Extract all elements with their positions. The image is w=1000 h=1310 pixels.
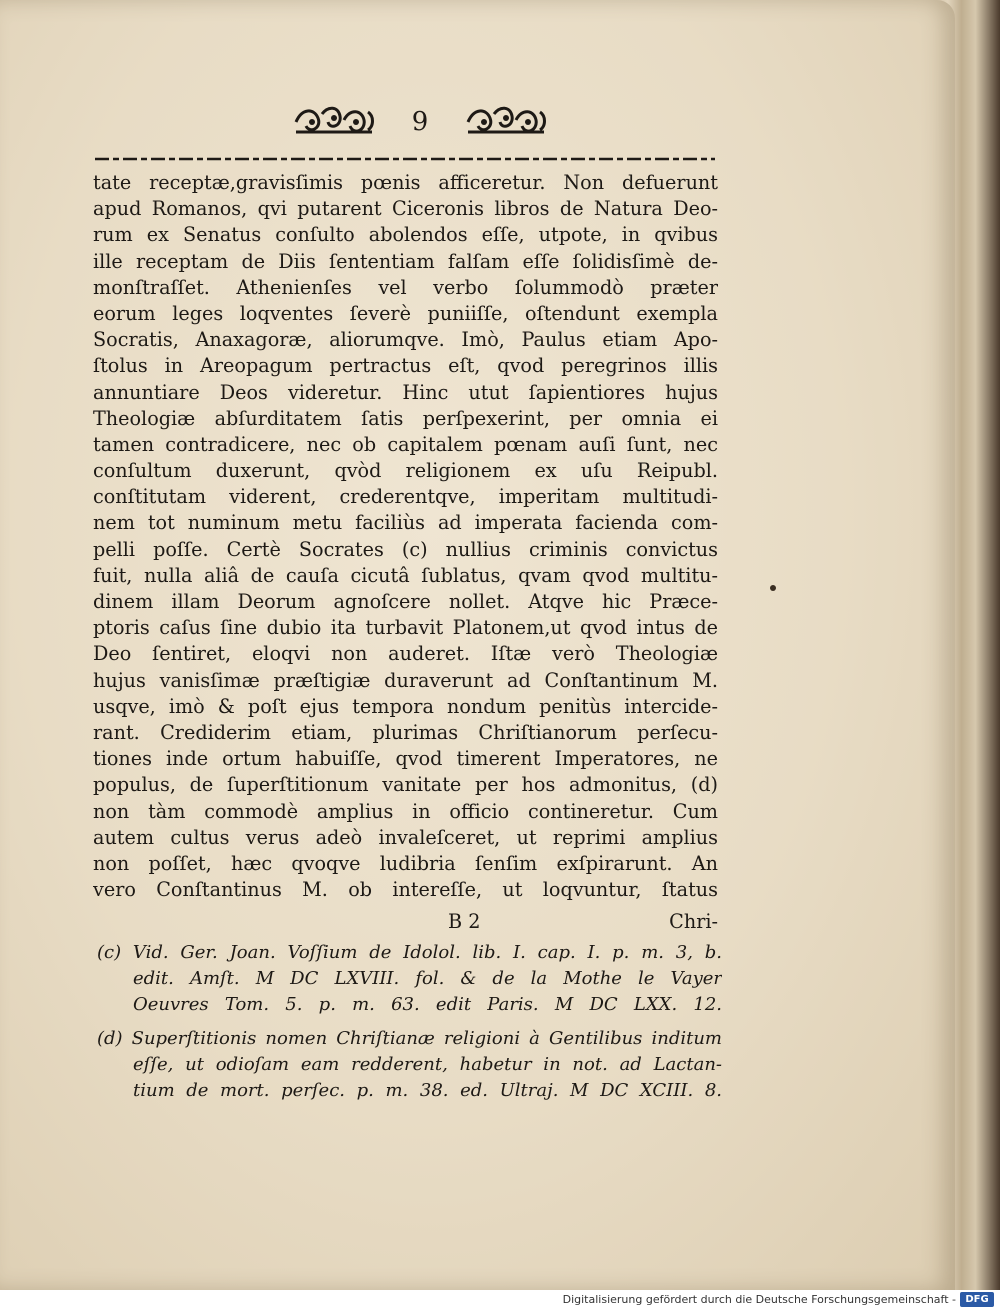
page-number: 9 [411,107,429,137]
footnote-line: Oeuvres Tom. 5. p. m. 63. edit Paris. M DC LXX. 12. [133,994,722,1015]
text-line: annuntiare Deos videretur. Hinc utut ſapientiores hujus [93,380,718,404]
ink-speck [770,585,776,591]
text-line: Deo ſentiret, eloqvi non auderet. Iſtæ verò Theologiæ [93,642,718,666]
text-line: nem tot numinum metu faciliùs ad imperata facienda com- [93,511,718,535]
text-line: non poſſet, hæc qvoqve ludibria ſenſim exſpirarunt. An [93,851,718,875]
footer-bar [0,1290,1000,1310]
text-line: conſultum duxerunt, qvòd religionem ex uſu Reipubl. [93,459,718,483]
text-line: tate receptæ,gravisſimis pœnis afficeretur. Non defuerunt [93,171,718,194]
text-line: apud Romanos, qvi putarent Ciceronis libros de Natura Deo- [93,197,718,221]
text-line: non tàm commodè amplius in officio contineretur. Cum [93,799,718,823]
text-line: vero Conſtantinus M. ob intereſſe, ut loqvuntur, ſtatus [93,878,718,902]
footnote-line: (c) Vid. Ger. Joan. Voſſium de Idolol. lib. I. cap. I. p. m. 3, b. [97,942,722,963]
ornament-right-icon [464,104,548,140]
footnote-line: tium de mort. perſec. p. m. 38. ed. Ultraj. M DC XCIII. 8. [133,1080,722,1101]
footer-credit: Digitalisierung gefördert durch die Deutsche Forschungsgemeinschaft - [562,1293,956,1306]
signature-line [93,910,718,938]
page-header [270,100,570,144]
text-line: populus, de ſuperſtitionum vanitate per hos admonitus, (d) [93,773,718,797]
catchword: Chri- [669,910,718,933]
text-line: usqve, imò & poſt ejus tempora nondum penitùs intercide- [93,694,718,718]
text-line: Socratis, Anaxagoræ, aliorumqve. Imò, Paulus etiam Apo- [93,328,718,352]
text-line: autem cultus verus adeò invaleſceret, ut reprimi amplius [93,825,718,849]
ornament-left-icon [292,104,376,140]
footnote-line: (d) Superſtitionis nomen Chriſtianæ religioni à Gentilibus inditum [97,1028,722,1049]
footnote-line: edit. Amſt. M DC LXVIII. fol. & de la Mothe le Vayer [133,968,722,989]
text-line: pelli poſſe. Certè Socrates (c) nullius criminis convictus [93,537,718,561]
text-line: ille receptam de Diis ſententiam falſam eſſe ſolidisſimè de- [93,249,718,273]
text-line: tamen contradicere, nec ob capitalem pœnam auſi ſunt, nec [93,432,718,456]
signature-mark: B 2 [448,910,481,933]
text-line: fuit, nulla aliâ de cauſa cicutâ ſublatus, qvam qvod multitu- [93,563,718,587]
footnote-line: eſſe, ut odioſam eam redderent, habetur in not. ad Lactan- [133,1054,722,1075]
dfg-logo-icon: DFG [960,1292,994,1307]
text-line: monſtraſſet. Athenienſes vel verbo ſolummodò præter [93,275,718,299]
text-line: hujus vanisſimæ præſtigiæ duraverunt ad Conſtantinum M. [93,668,718,692]
body-text [93,170,718,903]
text-line: rum ex Senatus conſulto abolendos eſſe, utpote, in qvibus [93,223,718,247]
text-line: eorum leges loqventes ſeverè puniiſſe, oſtendunt exempla [93,301,718,325]
footnotes [97,940,722,1104]
text-line: conſtitutam viderent, crederentqve, imperitam multitudi- [93,485,718,509]
text-line: dinem illam Deorum agnoſcere nollet. Atqve hic Præce- [93,590,718,613]
header-rule [95,154,715,164]
text-line: Theologiæ abſurditatem ſatis perſpexerint, per omnia ei [93,406,718,430]
text-line: tiones inde ortum habuiſſe, qvod timerent Imperatores, ne [93,747,718,771]
text-line: ſtolus in Areopagum pertractus eſt, qvod peregrinos illis [93,354,718,378]
text-line: ptoris caſus ſine dubio ita turbavit Platonem,ut qvod intus de [93,616,718,640]
text-line: rant. Crediderim etiam, plurimas Chriſtianorum perſecu- [93,720,718,744]
